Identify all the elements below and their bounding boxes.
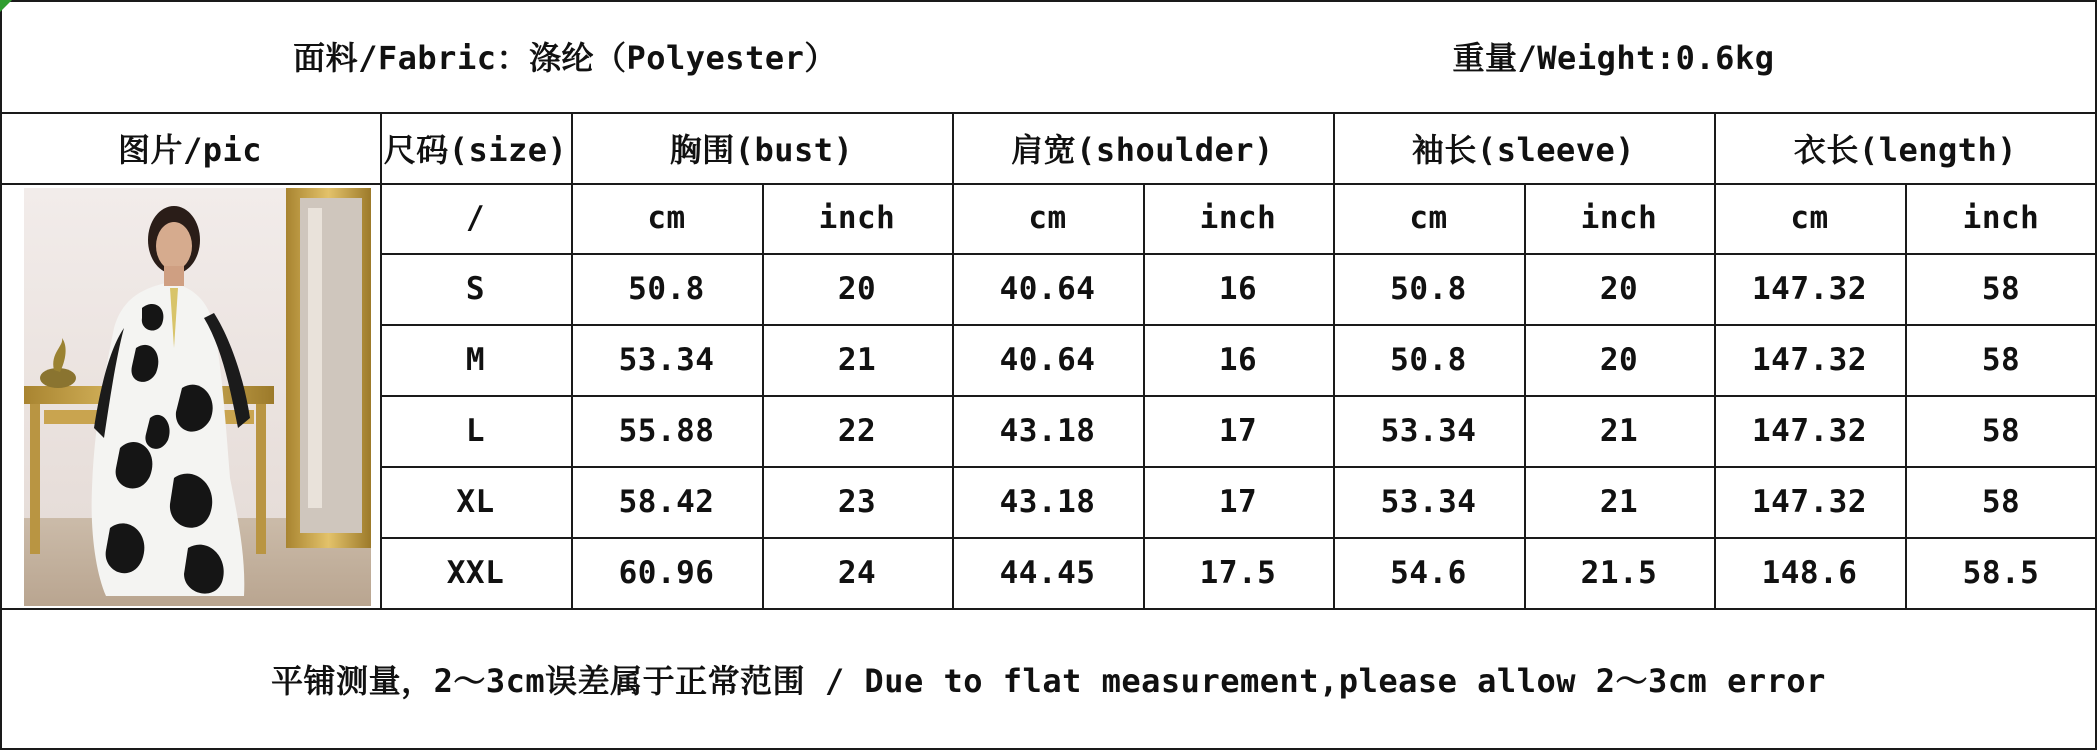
size-cell: XL (456, 483, 495, 520)
unit-cell: inch (818, 200, 896, 236)
value-cell: 53.34 (1380, 412, 1477, 449)
header-length: 衣长(length) (1793, 130, 2018, 169)
unit-cell: cm (1409, 200, 1448, 236)
product-photo (24, 188, 371, 606)
value-cell: 58 (1981, 412, 2021, 449)
value-cell: 20 (1599, 270, 1639, 307)
size-cell: S (465, 270, 486, 307)
unit-cell: cm (647, 200, 686, 236)
value-cell: 53.34 (618, 341, 715, 378)
value-cell: 58 (1981, 270, 2021, 307)
value-cell: 147.32 (1752, 412, 1867, 449)
value-cell: 22 (837, 412, 877, 449)
unit-cell: cm (1790, 200, 1829, 236)
value-cell: 21 (1599, 412, 1639, 449)
value-cell: 20 (837, 270, 877, 307)
value-cell: 40.64 (999, 270, 1096, 307)
header-sleeve: 袖长(sleeve) (1411, 130, 1636, 169)
value-cell: 20 (1599, 341, 1639, 378)
value-cell: 148.6 (1761, 554, 1858, 591)
fabric-label: 面料/Fabric：涤纶（Polyester） (293, 39, 837, 77)
value-cell: 147.32 (1752, 483, 1867, 520)
value-cell: 58.5 (1962, 554, 2040, 591)
unit-cell: inch (1580, 200, 1658, 236)
value-cell: 17 (1218, 412, 1258, 449)
size-cell: M (465, 341, 486, 378)
unit-cell: inch (1199, 200, 1277, 236)
value-cell: 50.8 (1390, 270, 1467, 307)
value-cell: 147.32 (1752, 341, 1867, 378)
value-cell: 50.8 (628, 270, 705, 307)
value-cell: 24 (837, 554, 877, 591)
header-bust: 胸围(bust) (669, 130, 854, 169)
size-cell: L (465, 412, 486, 449)
size-cell: XXL (446, 554, 505, 591)
value-cell: 44.45 (999, 554, 1096, 591)
value-cell: 16 (1218, 341, 1258, 378)
value-cell: 17 (1218, 483, 1258, 520)
header-shoulder: 肩宽(shoulder) (1011, 130, 1274, 169)
header-pic: 图片/pic (117, 130, 263, 169)
value-cell: 23 (837, 483, 877, 520)
measurement-note: 平铺测量，2～3cm误差属于正常范围 / Due to flat measurement,please allow 2～3cm error (271, 662, 1826, 700)
value-cell: 58.42 (618, 483, 715, 520)
value-cell: 54.6 (1390, 554, 1467, 591)
value-cell: 53.34 (1380, 483, 1477, 520)
value-cell: 16 (1218, 270, 1258, 307)
value-cell: 21 (1599, 483, 1639, 520)
value-cell: 58 (1981, 341, 2021, 378)
value-cell: 55.88 (618, 412, 715, 449)
value-cell: 50.8 (1390, 341, 1467, 378)
value-cell: 21 (837, 341, 877, 378)
value-cell: 60.96 (618, 554, 715, 591)
value-cell: 147.32 (1752, 270, 1867, 307)
value-cell: 43.18 (999, 412, 1096, 449)
unit-cell: / (465, 200, 486, 236)
unit-cell: cm (1028, 200, 1067, 236)
weight-label: 重量/Weight:0.6kg (1452, 39, 1775, 77)
value-cell: 43.18 (999, 483, 1096, 520)
value-cell: 21.5 (1580, 554, 1658, 591)
value-cell: 40.64 (999, 341, 1096, 378)
unit-cell: inch (1962, 200, 2040, 236)
value-cell: 17.5 (1199, 554, 1277, 591)
value-cell: 58 (1981, 483, 2021, 520)
header-size: 尺码(size) (383, 130, 568, 169)
